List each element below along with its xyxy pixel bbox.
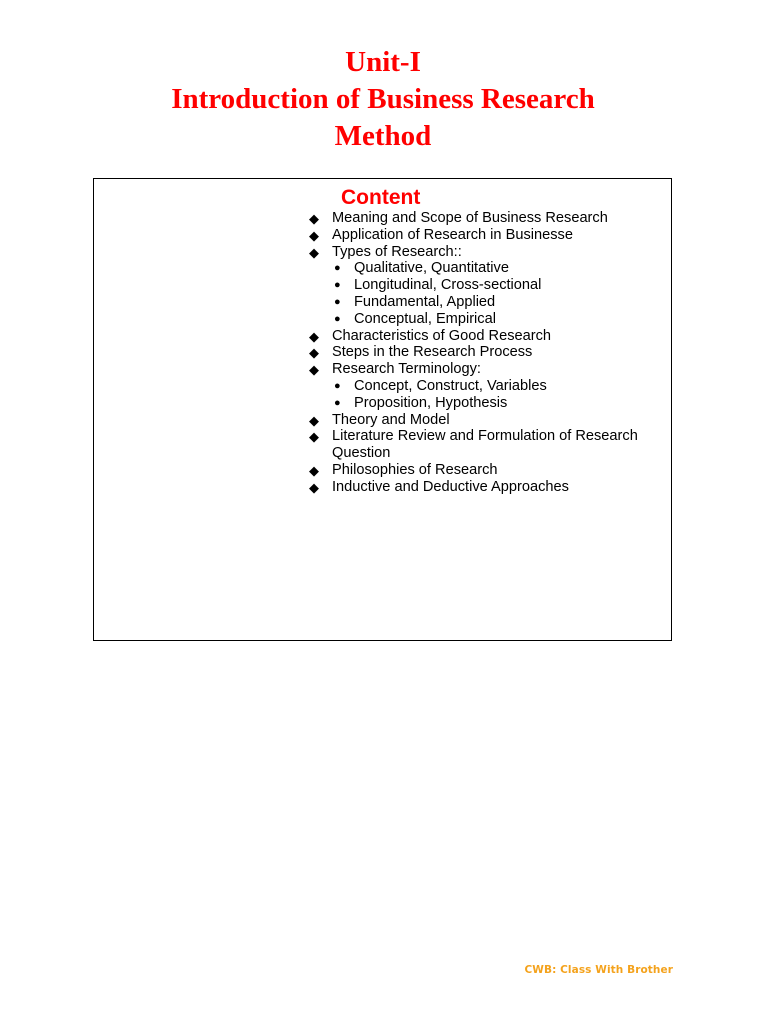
sublist-item — [308, 277, 668, 294]
list-item-label: Theory and Model — [332, 411, 450, 428]
diamond-bullet-icon: ◆ — [309, 328, 319, 344]
sublist-container — [308, 378, 668, 412]
sublist-item — [308, 395, 668, 412]
list-item-label: Meaning and Scope of Business Research — [332, 210, 608, 226]
list-item-label: Philosophies of Research — [332, 461, 498, 478]
dot-bullet-icon: ● — [334, 279, 341, 292]
content-outline — [308, 210, 668, 496]
list-item — [308, 210, 668, 227]
diamond-bullet-icon: ◆ — [309, 211, 319, 226]
list-item — [308, 244, 668, 261]
sublist-container — [308, 260, 668, 327]
sublist-item-label: Concept, Construct, Variables — [354, 377, 547, 394]
diamond-bullet-icon: ◆ — [309, 362, 319, 378]
dot-bullet-icon: ● — [334, 312, 341, 325]
sublist-item-label: Conceptual, Empirical — [354, 310, 496, 327]
sublist-item-label: Fundamental, Applied — [354, 293, 496, 310]
diamond-bullet-icon: ◆ — [309, 479, 319, 495]
dot-bullet-icon: ● — [334, 262, 341, 275]
list-item — [308, 412, 668, 429]
list-item-label: Application of Research in Businesse — [332, 226, 573, 243]
diamond-bullet-icon: ◆ — [309, 227, 319, 243]
sublist-item — [308, 260, 668, 277]
list-item-label: Steps in the Research Process — [332, 344, 533, 361]
dot-bullet-icon: ● — [334, 396, 341, 409]
content-heading: Content — [341, 186, 421, 209]
dot-bullet-icon: ● — [334, 295, 341, 308]
page-title — [0, 44, 766, 155]
dot-bullet-icon: ● — [334, 379, 341, 392]
list-item — [308, 344, 668, 361]
list-item-label: Literature Review and Formulation of Research Question — [332, 428, 638, 462]
list-item — [308, 361, 668, 378]
sublist-item-label: Longitudinal, Cross-sectional — [354, 277, 542, 294]
diamond-bullet-icon: ◆ — [309, 244, 319, 260]
list-item — [308, 428, 668, 462]
sublist — [308, 378, 668, 412]
list-item — [308, 227, 668, 244]
topic-title-line2: Method — [334, 120, 432, 152]
list-item-label: Inductive and Deductive Approaches — [332, 478, 569, 495]
sublist-item — [308, 294, 668, 311]
list-item-label: Research Terminology: — [332, 361, 481, 378]
list-item-label: Characteristics of Good Research — [332, 327, 551, 344]
sublist-item-label: Qualitative, Quantitative — [354, 260, 509, 277]
diamond-bullet-icon: ◆ — [309, 412, 319, 428]
content-box — [93, 178, 672, 641]
topic-title-line1: Introduction of Business Research — [171, 83, 595, 115]
list-item — [308, 479, 668, 496]
list-item — [308, 462, 668, 479]
sublist-item — [308, 378, 668, 395]
unit-title: Unit-I — [345, 46, 421, 78]
sublist-item-label: Proposition, Hypothesis — [354, 394, 508, 411]
diamond-bullet-icon: ◆ — [309, 462, 319, 478]
diamond-bullet-icon: ◆ — [309, 345, 319, 361]
list-item-label: Types of Research:: — [332, 243, 462, 260]
sublist — [308, 260, 668, 327]
footer-credit: CWB: Class With Brother — [524, 964, 673, 976]
diamond-bullet-icon: ◆ — [309, 429, 319, 445]
list-item — [308, 328, 668, 345]
sublist-item — [308, 311, 668, 328]
